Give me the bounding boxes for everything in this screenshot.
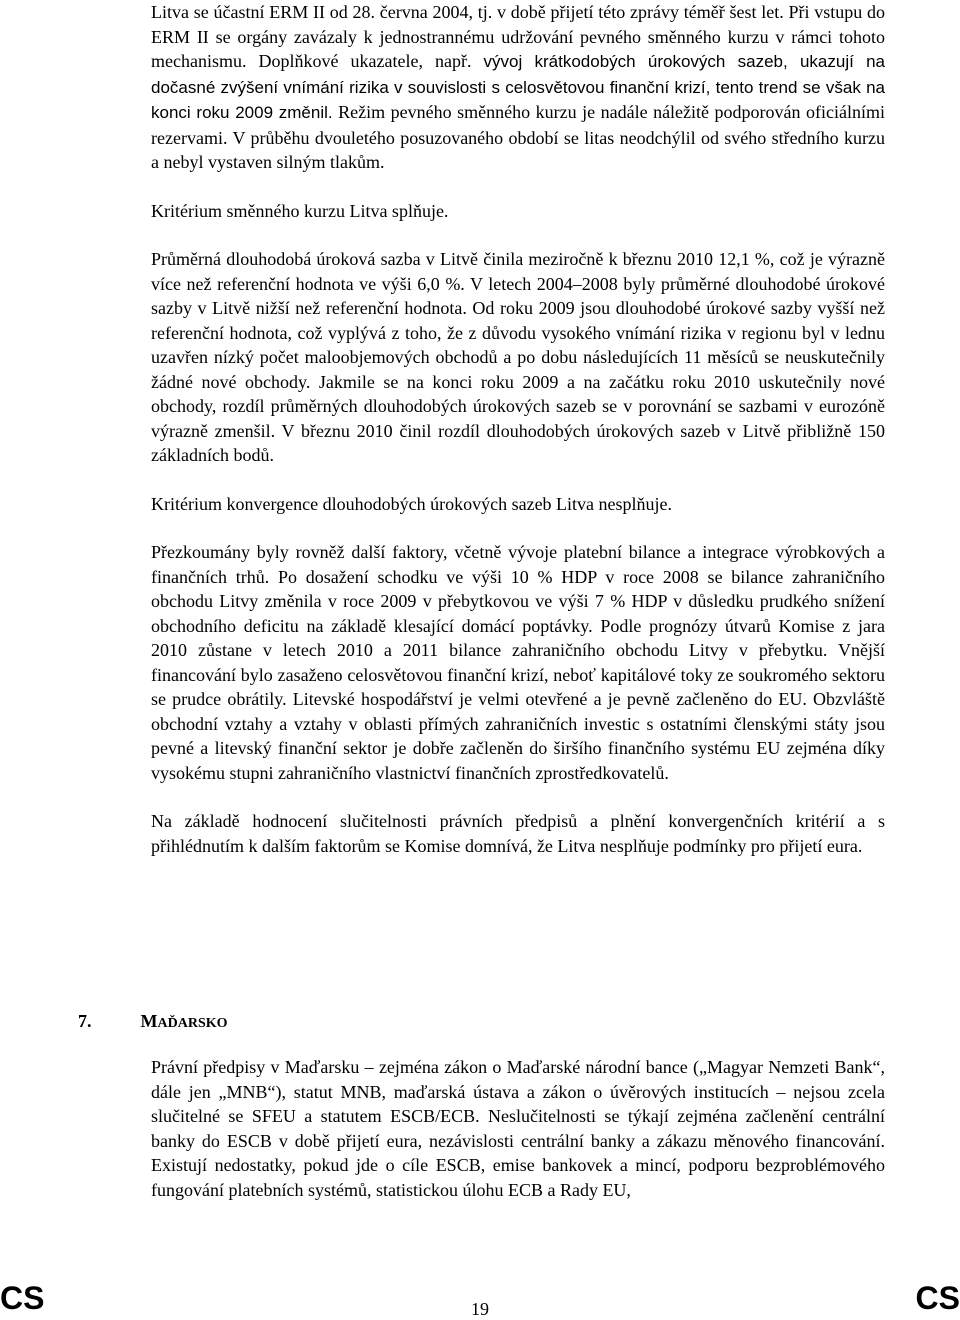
section-body: [151, 1055, 885, 1203]
paragraph-other-factors: Přezkoumány byly rovněž další faktory, včetně vývoje platební bilance a integrace výrobkových a finančních trhů. Po dosažení schodku ve výši 10 % HDP v roce 2008 se bilance zahraničního obchodu Litvy změnila v roce 2009 v přebytkovou ve výši 7 % HDP v důsledku prudkého snížení obchodního deficitu na základě klesající domácí poptávky. Podle prognózy útvarů Komise z jara 2010 zůstane v letech 2010 a 2011 bilance zahraničního obchodu Litvy v přebytku. Vnější financování bylo zasaženo celosvětovou finanční krizí, neboť kapitálové toky ze soukromého sektoru se prudce obrátily. Litevské hospodářství je velmi otevřené a je pevně začleněno do EU. Obzvláště obchodní vztahy a vztahy v oblasti přímých zahraničních investic s ostatními členskými státy jsou pevné a litevský finanční sektor je dobře začleněn do širšího finančního systému EU zejména díky vysokému stupni zahraničního vlastnictví finančních zprostředkovatelů.: [151, 542, 885, 783]
title-rest: AĎARSKO: [157, 1016, 228, 1031]
main-text: [151, 0, 885, 858]
text-run-sans: vývoj krátkodobých úrokových sazeb, ukazují na dočasné zvýšení vnímání rizika v souvislosti s celosvětovou finanční krizí, tento trend se však na konci roku 2009 změnil.: [151, 52, 885, 122]
title-initial: M: [140, 1011, 158, 1031]
paragraph-exchange-rate: [151, 0, 885, 175]
text-run: Litva se účastní ERM II od 28. června 2004, tj. v době přijetí této zprávy téměř šest let. Při vstupu do ERM II se orgány zavázaly k jednostrannému udržování pevného směnného kurzu v rámci tohoto mechanismu. Doplňkové ukazatele, např.: [151, 2, 885, 71]
section-heading: [78, 1011, 228, 1032]
paragraph-interest-rates: Průměrná dlouhodobá úroková sazba v Litvě činila meziročně k březnu 2010 12,1 %, což je výrazně více než referenční hodnota ve výši 6,0 %. V letech 2004–2008 byly průměrné dlouhodobé úrokové sazby v Litvě nižší než referenční hodnota. Od roku 2009 jsou dlouhodobé úrokové sazby vyšší než referenční hodnota, což vyplývá z toho, že z důvodu vysokého vnímání rizika v regionu byl v lednu uzavřen nízký počet maloobjemových obchodů a po dobu následujících 11 měsíců se neuskutečnily žádné nové obchody. Jakmile se na konci roku 2009 a na začátku roku 2010 uskutečnily nové obchody, rozdíl průměrných dlouhodobých úrokových sazeb se v porovnání se sazbami v eurozóně výrazně zmenšil. V březnu 2010 činil rozdíl dlouhodobých úrokových sazeb v Litvě přibližně 150 základních bodů.: [151, 249, 885, 465]
paragraph-interest-conclusion: Kritérium konvergence dlouhodobých úrokových sazeb Litva nesplňuje.: [151, 493, 673, 514]
text-run: Režim pevného směnného kurzu je nadále náležitě podporován oficiálními rezervami. V průběhu dvouletého posuzovaného období se litas neodchýlil od svého středního kurzu a nebyl vystaven silným tlakům.: [151, 102, 886, 172]
footer-language-left: CS: [0, 1280, 45, 1316]
footer-language-right: CS: [915, 1280, 960, 1316]
section-number: 7.: [78, 1011, 92, 1031]
page-number: 19: [471, 1299, 489, 1319]
paragraph-legal: Právní předpisy v Maďarsku – zejména zákon o Maďarské národní bance („Magyar Nemzeti Bank“, dále jen „MNB“), statut MNB, maďarská ústava a zákon o úvěrových institucích – nejsou zcela slučitelné se SFEU a statutem ESCB/ECB. Neslučitelnosti se týkají zejména začlenění centrální banky do ESCB v době přijetí eura, nezávislosti centrální banky a zákazu měnového financování. Existují nedostatky, pokud jde o cíle ESCB, emise bankovek a mincí, podporu bezproblémového fungování platebních systémů, statistickou úlohu ECB a Rady EU,: [151, 1057, 885, 1200]
paragraph-overall-conclusion: Na základě hodnocení slučitelnosti právních předpisů a plnění konvergenčních kritérií a s přihlédnutím k dalším faktorům se Komise domnívá, že Litva nesplňuje podmínky pro přijetí eura.: [151, 811, 885, 856]
paragraph-exchange-rate-conclusion: Kritérium směnného kurzu Litva splňuje.: [151, 200, 449, 221]
section-title: [141, 1011, 228, 1032]
